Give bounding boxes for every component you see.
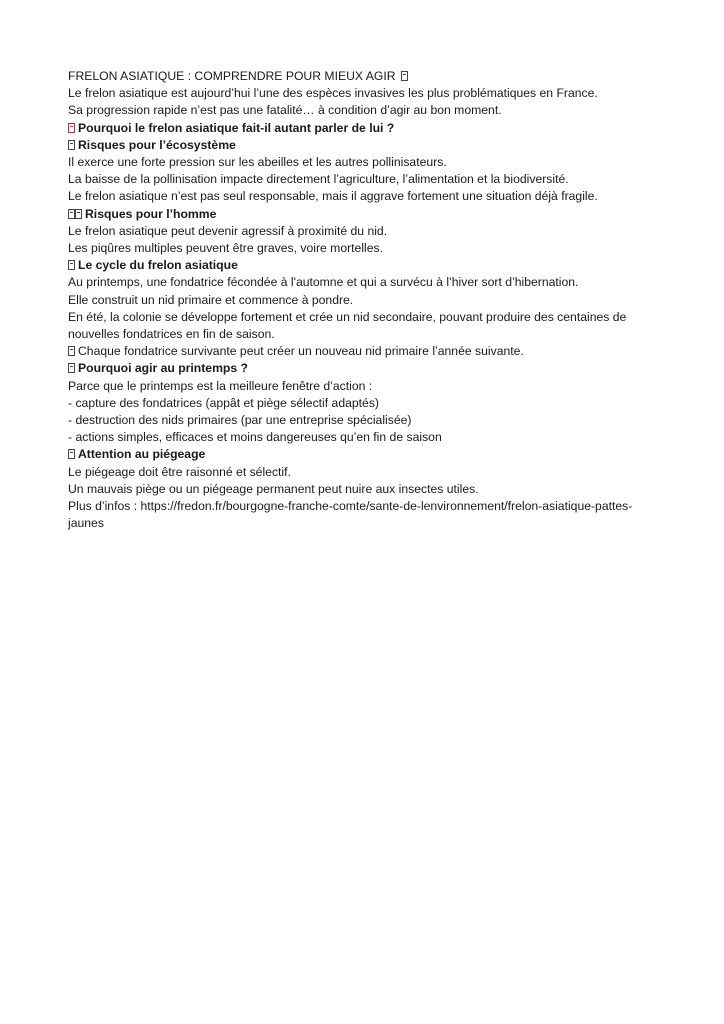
heading-spring-line bbox=[68, 360, 668, 377]
human-line-2: Les piqûres multiples peuvent être graves, voire mortelles. bbox=[68, 241, 383, 256]
heading-spring: Pourquoi agir au printemps ? bbox=[78, 361, 248, 376]
heading-trap: Attention au piégeage bbox=[78, 447, 206, 462]
heading-human-line bbox=[68, 206, 668, 223]
intro-line-2: Sa progression rapide n’est pas une fatalité… à condition d’agir au bon moment. bbox=[68, 103, 502, 118]
missing-glyph-icon bbox=[68, 140, 75, 150]
human-line-1: Le frelon asiatique peut devenir agressif à proximité du nid. bbox=[68, 223, 388, 238]
missing-glyph-icon bbox=[68, 123, 75, 133]
missing-glyph-icon bbox=[68, 260, 75, 270]
trap-line-2: Un mauvais piège ou un piégeage permanent peut nuire aux insectes utiles. bbox=[68, 481, 479, 496]
eco-line-3: Le frelon asiatique n’est pas seul responsable, mais il aggrave fortement une situation déjà fragile. bbox=[68, 189, 598, 204]
heading-cycle-line bbox=[68, 257, 668, 274]
cycle-line-4-row bbox=[68, 343, 668, 360]
missing-glyph-icon bbox=[401, 71, 408, 81]
missing-glyph-icon bbox=[68, 209, 75, 219]
heading-why-line bbox=[68, 120, 668, 137]
heading-eco-line bbox=[68, 137, 668, 154]
spring-line-2: - capture des fondatrices (appât et piège sélectif adaptés) bbox=[68, 395, 379, 410]
intro-line-1: Le frelon asiatique est aujourd’hui l’une des espèces invasives les plus problématiques en France. bbox=[68, 86, 598, 101]
spring-line-3: - destruction des nids primaires (par une entreprise spécialisée) bbox=[68, 413, 412, 428]
trap-line-1: Le piégeage doit être raisonné et sélectif. bbox=[68, 464, 291, 479]
more-info-link-text: Plus d’infos : https://fredon.fr/bourgogne-franche-comte/sante-de-lenvironnement/frelon-asiatique-pattes-jaunes bbox=[68, 499, 633, 531]
heading-trap-line bbox=[68, 446, 668, 463]
heading-why: Pourquoi le frelon asiatique fait-il autant parler de lui ? bbox=[78, 120, 395, 135]
missing-glyph-icon bbox=[68, 346, 75, 356]
document-title: FRELON ASIATIQUE : COMPRENDRE POUR MIEUX AGIR bbox=[68, 69, 396, 83]
missing-glyph-icon bbox=[68, 449, 75, 459]
eco-line-2: La baisse de la pollinisation impacte directement l’agriculture, l’alimentation et la biodiversité. bbox=[68, 172, 569, 187]
eco-line-1: Il exerce une forte pression sur les abeilles et les autres pollinisateurs. bbox=[68, 155, 447, 170]
spring-line-1: Parce que le printemps est la meilleure fenêtre d’action : bbox=[68, 378, 373, 393]
heading-cycle: Le cycle du frelon asiatique bbox=[78, 258, 238, 273]
missing-glyph-icon bbox=[68, 363, 75, 373]
cycle-line-2: Elle construit un nid primaire et commence à pondre. bbox=[68, 292, 354, 307]
spring-line-4: - actions simples, efficaces et moins dangereuses qu’en fin de saison bbox=[68, 430, 442, 445]
document-title-line bbox=[68, 68, 668, 85]
heading-eco: Risques pour l’écosystème bbox=[78, 137, 236, 152]
missing-glyph-icon bbox=[75, 209, 82, 219]
heading-human: Risques pour l’homme bbox=[85, 206, 217, 221]
cycle-line-4: Chaque fondatrice survivante peut créer un nouveau nid primaire l’année suivante. bbox=[78, 344, 524, 359]
document-page bbox=[68, 68, 668, 532]
cycle-line-3: En été, la colonie se développe fortement et crée un nid secondaire, pouvant produire des centaines de nouvelles fondatrices en fin de saison. bbox=[68, 309, 627, 342]
cycle-line-1: Au printemps, une fondatrice fécondée à l'automne et qui a survécu à l’hiver sort d’hibernation. bbox=[68, 275, 579, 290]
